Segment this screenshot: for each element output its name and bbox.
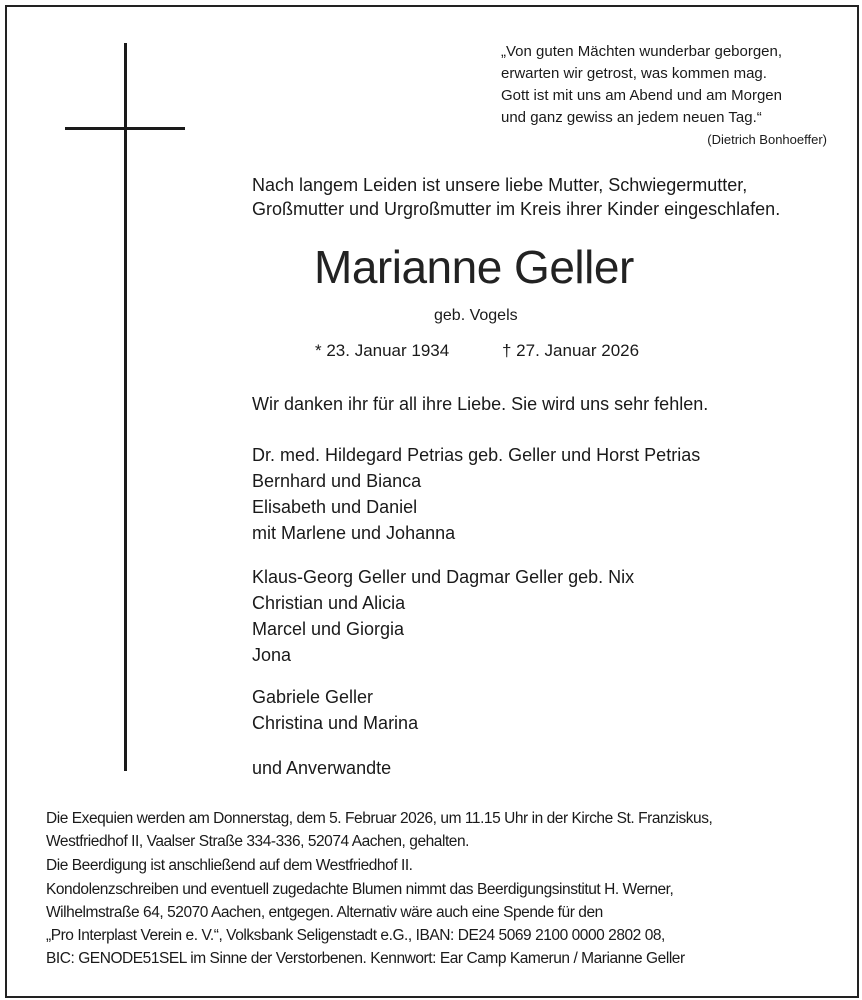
family-line: Bernhard und Bianca (252, 471, 422, 491)
family-line: und Anverwandte (252, 758, 392, 778)
quote-author: (Dietrich Bonhoeffer) (707, 132, 827, 147)
quote-line: erwarten wir getrost, was kommen mag. (501, 65, 767, 82)
maiden-name: geb. Vogels (434, 307, 518, 324)
family-group (252, 442, 700, 546)
family-line: Jona (252, 645, 292, 665)
family-line: mit Marlene und Johanna (252, 523, 456, 543)
footer-line: Westfriedhof II, Vaalser Straße 334-336, 52074 Aachen, gehalten. (46, 833, 470, 850)
quote (501, 41, 782, 129)
footer-line: Die Beerdigung ist anschließend auf dem Westfriedhof II. (46, 857, 413, 874)
cross-vertical (124, 43, 127, 771)
family-line: Gabriele Geller (252, 687, 374, 707)
intro-line: Nach langem Leiden ist unsere liebe Mutter, Schwiegermutter, (252, 175, 748, 195)
quote-line: Gott ist mit uns am Abend und am Morgen (501, 87, 782, 104)
footer-line: BIC: GENODE51SEL im Sinne der Verstorbenen. Kennwort: Ear Camp Kamerun / Marianne Geller (46, 950, 685, 967)
family-line: Christian und Alicia (252, 593, 406, 613)
family-group (252, 755, 391, 781)
funeral-info (46, 807, 712, 853)
family-line: Dr. med. Hildegard Petrias geb. Geller und Horst Petrias (252, 445, 701, 465)
thanks-text: Wir danken ihr für all ihre Liebe. Sie wird uns sehr fehlen. (252, 394, 709, 414)
family-line: Christina und Marina (252, 713, 419, 733)
footer-line: Die Exequien werden am Donnerstag, dem 5. Februar 2026, um 11.15 Uhr in der Kirche St. Franziskus, (46, 810, 713, 827)
intro-text (252, 173, 780, 221)
family-group (252, 564, 634, 668)
footer-line: Wilhelmstraße 64, 52070 Aachen, entgegen. Alternativ wäre auch eine Spende für den (46, 904, 603, 921)
footer-line: „Pro Interplast Verein e. V.“, Volksbank Seligenstadt e.G., IBAN: DE24 5069 2100 0000 2802 08, (46, 927, 665, 944)
family-line: Marcel und Giorgia (252, 619, 405, 639)
quote-line: und ganz gewiss an jedem neuen Tag.“ (501, 109, 762, 126)
footer-line: Kondolenzschreiben und eventuell zugedachte Blumen nimmt das Beerdigungsinstitut H. Werner, (46, 881, 674, 898)
family-line: Klaus-Georg Geller und Dagmar Geller geb. Nix (252, 567, 635, 587)
condolence-info (46, 878, 685, 970)
deceased-name: Marianne Geller (314, 241, 634, 293)
family-line: Elisabeth und Daniel (252, 497, 418, 517)
quote-line: „Von guten Mächten wunderbar geborgen, (501, 43, 783, 60)
death-date: † 27. Januar 2026 (502, 341, 640, 360)
burial-info (46, 854, 413, 877)
cross-horizontal (65, 127, 185, 130)
birth-date: * 23. Januar 1934 (315, 341, 450, 360)
family-group (252, 684, 418, 736)
intro-line: Großmutter und Urgroßmutter im Kreis ihrer Kinder eingeschlafen. (252, 199, 781, 219)
